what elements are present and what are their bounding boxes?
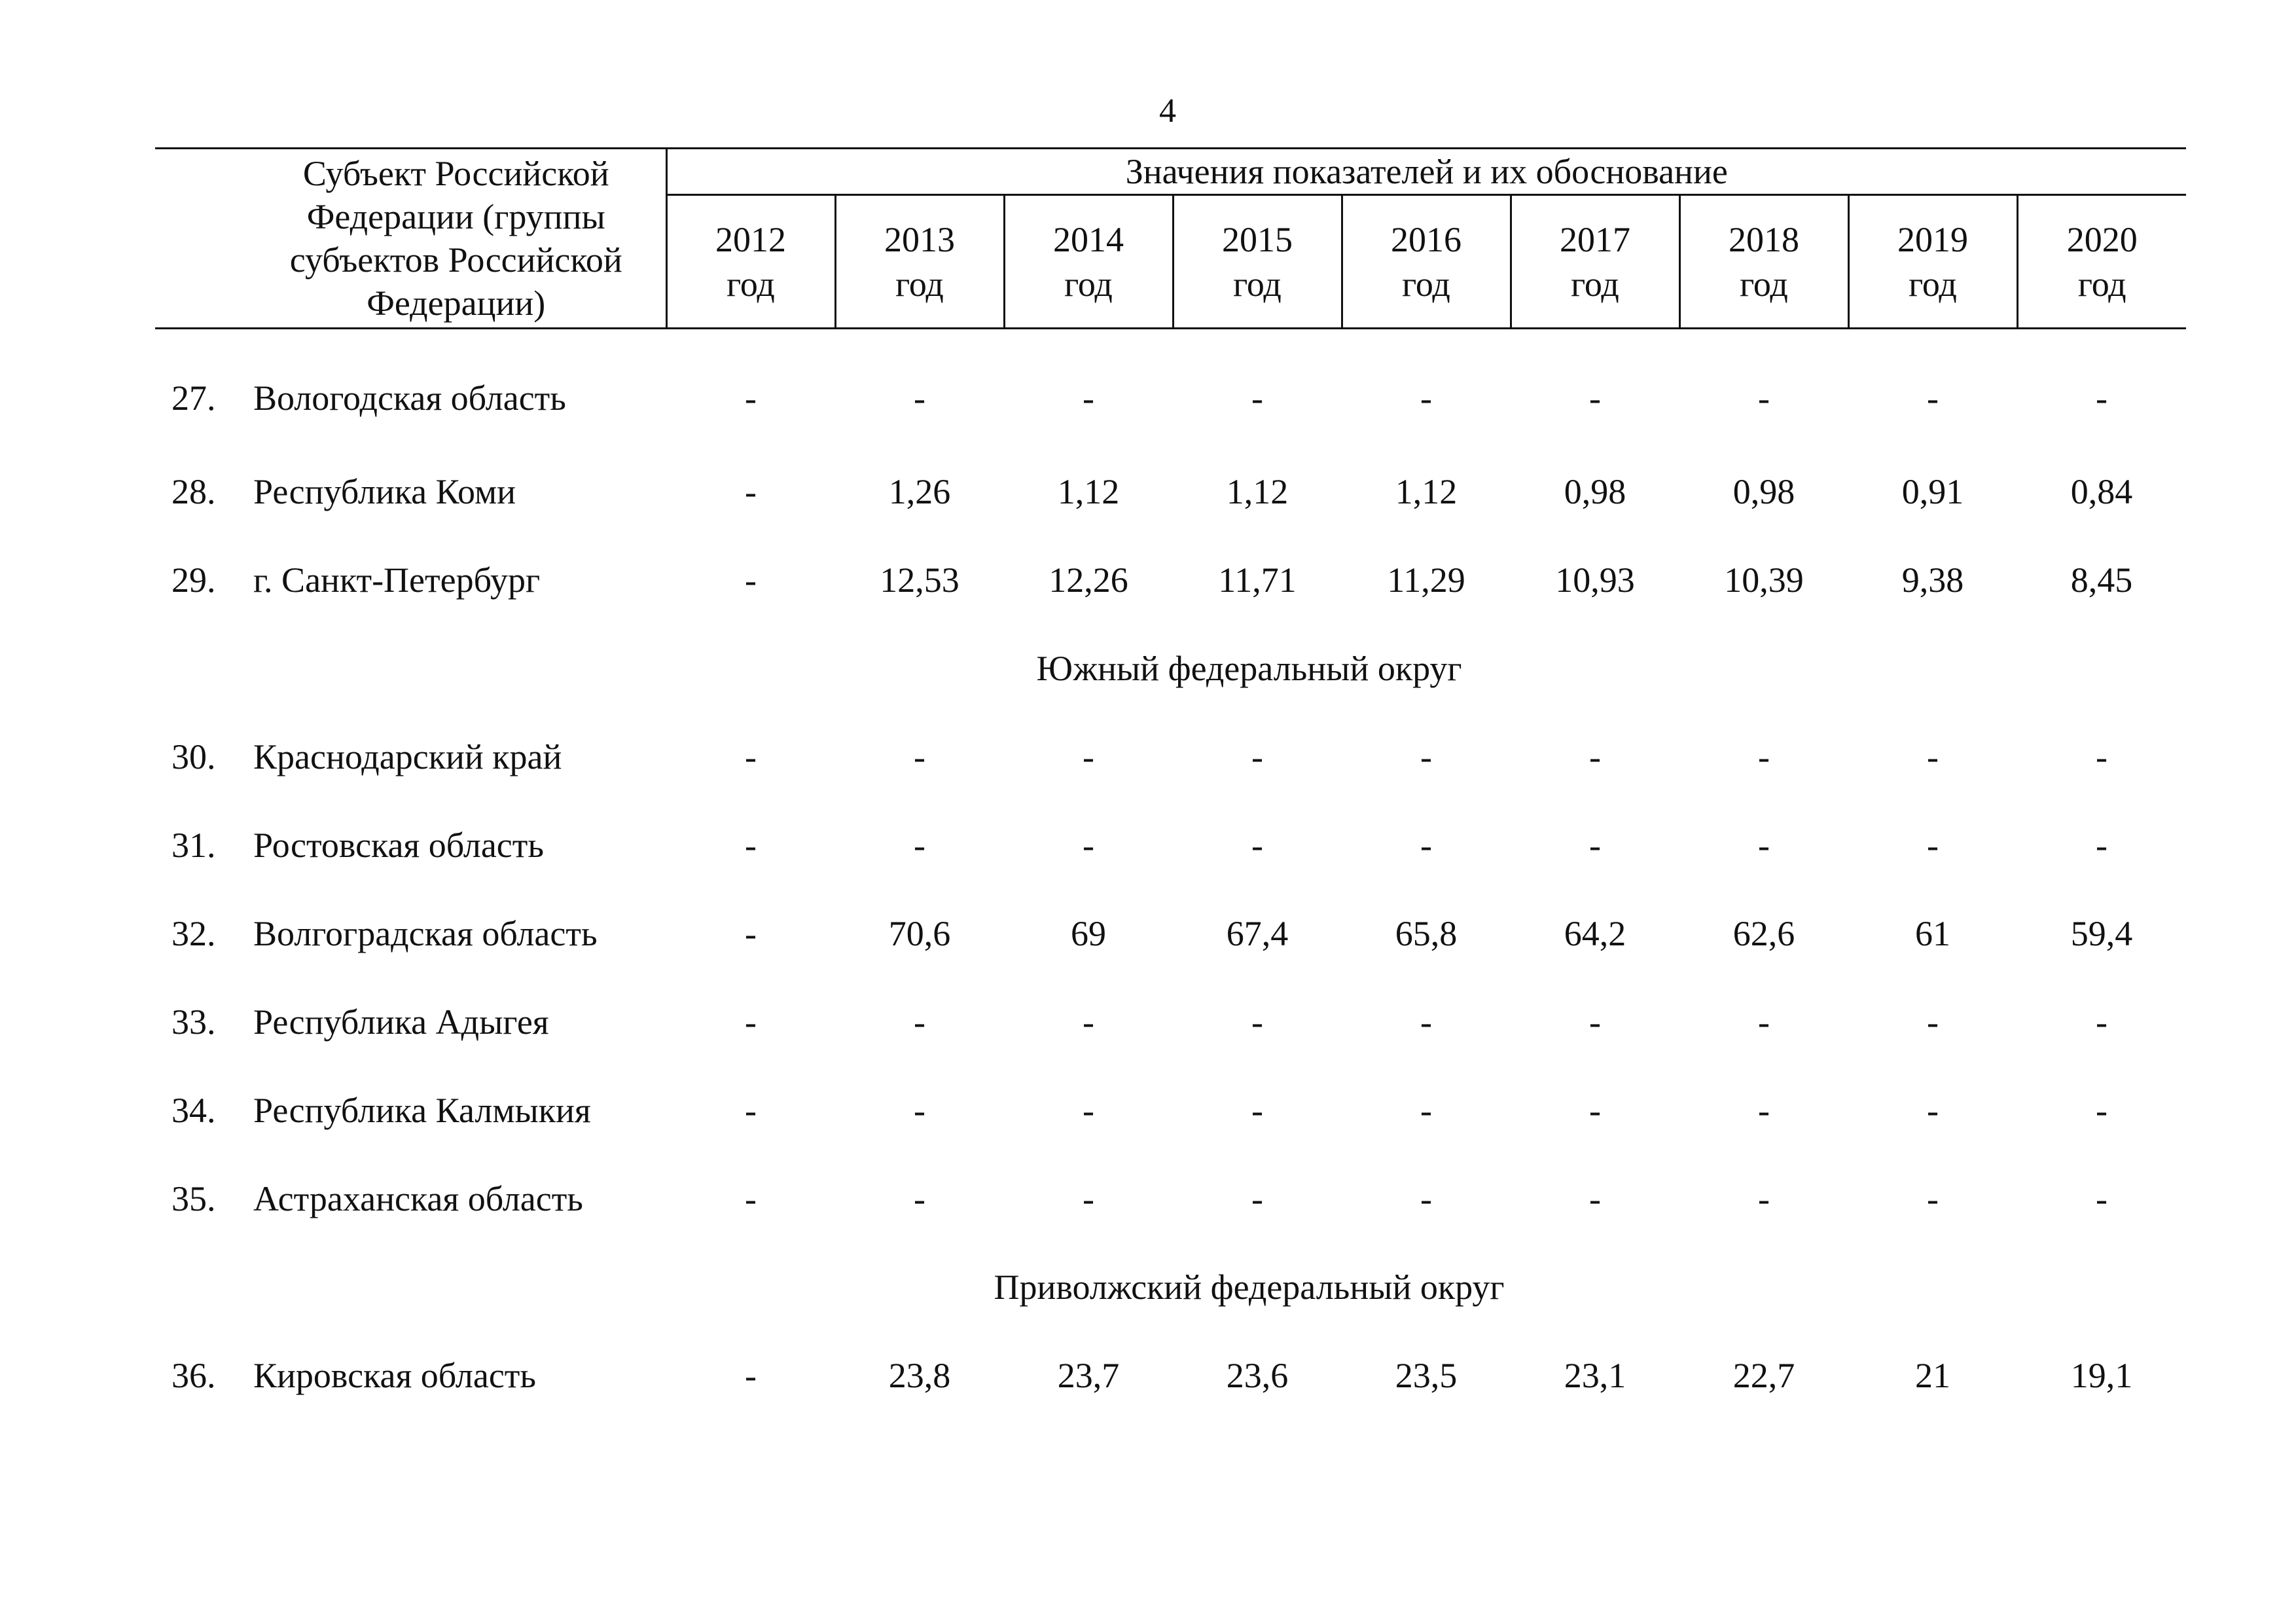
value-cell: - xyxy=(914,1178,925,1218)
value-cell: - xyxy=(1251,1178,1263,1218)
value-cell: 59,4 xyxy=(2070,913,2133,953)
value-cell: - xyxy=(745,825,757,865)
table-header xyxy=(155,149,2186,329)
value-cell: 23,5 xyxy=(1395,1355,1458,1395)
federal-district-heading: Приволжский федеральный округ xyxy=(994,1267,1505,1307)
subject-cell xyxy=(155,712,666,801)
value-cell: 61 xyxy=(1915,913,1950,953)
year-unit: год xyxy=(2077,264,2126,304)
subject-cell xyxy=(155,536,666,624)
row-number: 31. xyxy=(171,825,216,865)
value-cell: - xyxy=(1251,737,1263,776)
year-column-header xyxy=(1679,195,1848,329)
subject-cell xyxy=(155,1066,666,1154)
value-cell: 8,45 xyxy=(2070,560,2133,600)
year-unit: год xyxy=(1233,264,1282,304)
value-cell: 65,8 xyxy=(1395,913,1458,953)
value-cell: - xyxy=(1420,825,1432,865)
value-cell: 1,12 xyxy=(1395,471,1458,511)
value-cell: - xyxy=(2096,378,2108,418)
year-value: 2019 xyxy=(1897,219,1968,259)
year-value: 2017 xyxy=(1560,219,1630,259)
value-cell: - xyxy=(1927,1178,1939,1218)
region-name: Кировская область xyxy=(253,1355,537,1395)
subject-cell xyxy=(155,329,666,448)
value-cell: - xyxy=(1420,378,1432,418)
table-body xyxy=(155,329,2186,1420)
value-cell: 19,1 xyxy=(2070,1355,2133,1395)
value-cell: 0,98 xyxy=(1564,471,1626,511)
value-cell: - xyxy=(1420,1090,1432,1130)
row-number: 29. xyxy=(171,560,216,600)
value-cell: - xyxy=(914,378,925,418)
year-unit: год xyxy=(1064,264,1113,304)
value-cell: - xyxy=(1758,1002,1770,1042)
value-cell: 9,38 xyxy=(1901,560,1964,600)
value-cell: - xyxy=(1758,1178,1770,1218)
value-cell: - xyxy=(2096,1002,2108,1042)
value-cell: - xyxy=(745,913,757,953)
year-column-header xyxy=(835,195,1004,329)
value-cell: - xyxy=(1083,1002,1094,1042)
region-name: Волгоградская область xyxy=(253,913,598,953)
value-cell: - xyxy=(1420,1178,1432,1218)
value-cell: 69 xyxy=(1071,913,1106,953)
row-number: 32. xyxy=(171,913,216,953)
value-cell: - xyxy=(1083,737,1094,776)
value-cell: 12,26 xyxy=(1049,560,1128,600)
value-cell: - xyxy=(2096,1090,2108,1130)
region-name: Республика Адыгея xyxy=(253,1002,549,1042)
region-name: Ростовская область xyxy=(253,825,544,865)
table-row xyxy=(155,1331,2186,1419)
region-name: г. Санкт-Петербург xyxy=(253,560,541,600)
year-value: 2014 xyxy=(1053,219,1124,259)
subject-cell xyxy=(155,1154,666,1243)
value-cell: - xyxy=(2096,825,2108,865)
subject-header-line: Федерации) xyxy=(367,283,546,323)
table-row xyxy=(155,712,2186,801)
value-cell: - xyxy=(1589,1002,1601,1042)
value-cell: - xyxy=(1589,825,1601,865)
year-column-header xyxy=(1173,195,1342,329)
section-heading-row xyxy=(155,624,2186,712)
value-cell: - xyxy=(914,1002,925,1042)
year-value: 2012 xyxy=(715,219,786,259)
section-heading-row xyxy=(155,1243,2186,1331)
value-cell: - xyxy=(1589,378,1601,418)
subject-cell xyxy=(155,889,666,977)
region-name: Республика Коми xyxy=(253,471,516,511)
year-unit: год xyxy=(1571,264,1619,304)
value-cell: - xyxy=(1927,1002,1939,1042)
year-value: 2016 xyxy=(1391,219,1462,259)
row-number: 35. xyxy=(171,1178,216,1218)
table-row xyxy=(155,1154,2186,1243)
year-unit: год xyxy=(1402,264,1450,304)
value-cell: - xyxy=(745,1178,757,1218)
row-number: 28. xyxy=(171,471,216,511)
value-cell: 10,39 xyxy=(1724,560,1804,600)
table-row xyxy=(155,329,2186,448)
value-cell: - xyxy=(745,471,757,511)
table-row xyxy=(155,1066,2186,1154)
value-cell: 11,71 xyxy=(1218,560,1297,600)
indicator-table-container xyxy=(155,147,2186,1419)
table-row xyxy=(155,977,2186,1066)
value-cell: - xyxy=(1251,825,1263,865)
value-cell: - xyxy=(1758,737,1770,776)
value-cell: - xyxy=(745,1355,757,1395)
year-unit: год xyxy=(726,264,775,304)
value-cell: - xyxy=(745,737,757,776)
value-cell: - xyxy=(1758,1090,1770,1130)
federal-district-heading: Южный федеральный округ xyxy=(1036,648,1462,688)
year-unit: год xyxy=(895,264,944,304)
subject-cell xyxy=(155,801,666,889)
region-name: Астраханская область xyxy=(253,1178,583,1218)
value-cell: - xyxy=(1927,737,1939,776)
year-value: 2013 xyxy=(884,219,955,259)
subject-cell xyxy=(155,1331,666,1419)
value-cell: 12,53 xyxy=(880,560,960,600)
year-column-header xyxy=(666,195,835,329)
year-column-header xyxy=(1848,195,2017,329)
value-cell: - xyxy=(1420,737,1432,776)
value-cell: 23,1 xyxy=(1564,1355,1626,1395)
value-cell: - xyxy=(1589,1178,1601,1218)
value-cell: - xyxy=(1420,1002,1432,1042)
value-cell: - xyxy=(914,825,925,865)
value-cell: - xyxy=(914,1090,925,1130)
value-cell: - xyxy=(1927,378,1939,418)
year-column-header xyxy=(2017,195,2186,329)
value-cell: 23,8 xyxy=(888,1355,951,1395)
value-cell: - xyxy=(1083,825,1094,865)
year-column-header xyxy=(1511,195,1679,329)
year-column-header xyxy=(1004,195,1173,329)
year-column-header xyxy=(1342,195,1511,329)
row-number: 36. xyxy=(171,1355,216,1395)
value-cell: 0,91 xyxy=(1901,471,1964,511)
value-cell: - xyxy=(1251,1002,1263,1042)
value-cell: - xyxy=(745,560,757,600)
value-cell: - xyxy=(1083,1178,1094,1218)
year-value: 2020 xyxy=(2066,219,2138,259)
table-row xyxy=(155,447,2186,536)
table-row xyxy=(155,801,2186,889)
value-cell: 67,4 xyxy=(1226,913,1289,953)
year-unit: год xyxy=(1740,264,1788,304)
table-row xyxy=(155,536,2186,624)
value-cell: - xyxy=(745,378,757,418)
value-cell: - xyxy=(1758,378,1770,418)
value-cell: 23,7 xyxy=(1057,1355,1120,1395)
value-cell: 64,2 xyxy=(1564,913,1626,953)
value-cell: 23,6 xyxy=(1226,1355,1289,1395)
row-number: 30. xyxy=(171,737,216,776)
value-cell: - xyxy=(745,1090,757,1130)
indicator-table xyxy=(155,147,2186,1419)
value-cell: 21 xyxy=(1915,1355,1950,1395)
row-number: 34. xyxy=(171,1090,216,1130)
values-column-header: Значения показателей и их обоснование xyxy=(666,149,2186,195)
value-cell: - xyxy=(914,737,925,776)
subject-cell xyxy=(155,447,666,536)
value-cell: - xyxy=(1083,1090,1094,1130)
value-cell: - xyxy=(2096,1178,2108,1218)
table-row xyxy=(155,889,2186,977)
subject-header-line: Субъект Российской xyxy=(302,154,609,193)
region-name: Краснодарский край xyxy=(253,737,562,776)
value-cell: - xyxy=(1251,1090,1263,1130)
value-cell: - xyxy=(1083,378,1094,418)
value-cell: 1,26 xyxy=(888,471,951,511)
value-cell: 0,84 xyxy=(2070,471,2133,511)
value-cell: - xyxy=(1251,378,1263,418)
row-number: 27. xyxy=(171,378,216,418)
value-cell: 11,29 xyxy=(1387,560,1465,600)
subject-cell xyxy=(155,977,666,1066)
year-value: 2015 xyxy=(1222,219,1293,259)
value-cell: - xyxy=(1589,737,1601,776)
value-cell: 1,12 xyxy=(1057,471,1120,511)
subject-header-line: субъектов Российской xyxy=(289,240,622,280)
value-cell: - xyxy=(745,1002,757,1042)
value-cell: 62,6 xyxy=(1732,913,1795,953)
page-number: 4 xyxy=(1159,92,1176,130)
subject-column-header xyxy=(155,149,666,329)
row-number: 33. xyxy=(171,1002,216,1042)
year-value: 2018 xyxy=(1729,219,1799,259)
value-cell: 10,93 xyxy=(1555,560,1635,600)
value-cell: 70,6 xyxy=(888,913,951,953)
value-cell: 22,7 xyxy=(1732,1355,1795,1395)
region-name: Республика Калмыкия xyxy=(253,1090,591,1130)
year-unit: год xyxy=(1909,264,1957,304)
value-cell: - xyxy=(2096,737,2108,776)
value-cell: - xyxy=(1927,825,1939,865)
value-cell: - xyxy=(1927,1090,1939,1130)
subject-header-line: Федерации (группы xyxy=(306,197,605,236)
value-cell: - xyxy=(1758,825,1770,865)
region-name: Вологодская область xyxy=(253,378,566,418)
value-cell: 0,98 xyxy=(1732,471,1795,511)
value-cell: 1,12 xyxy=(1226,471,1289,511)
value-cell: - xyxy=(1589,1090,1601,1130)
